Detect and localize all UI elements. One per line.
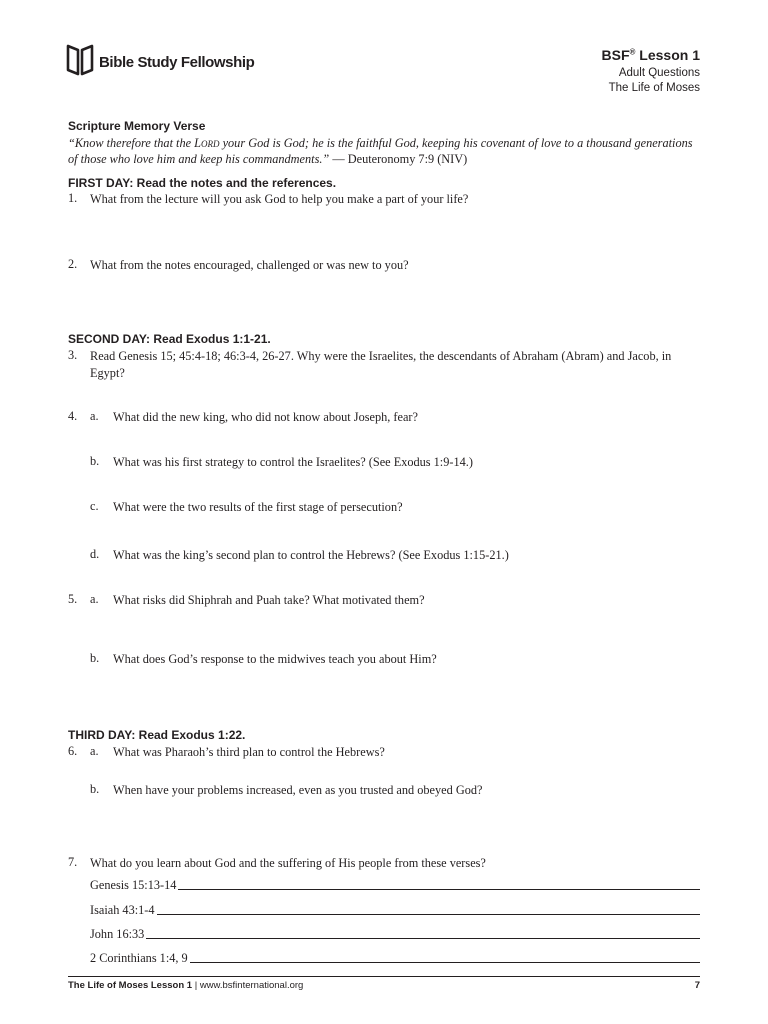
question-number: 6.: [68, 744, 78, 758]
page-footer: [68, 980, 303, 991]
question-letter: b.: [90, 454, 100, 468]
question-letter: d.: [90, 547, 100, 561]
footer-title: The Life of Moses Lesson 1: [68, 980, 193, 991]
study-title: The Life of Moses: [608, 82, 700, 94]
question-number: 7.: [68, 855, 78, 869]
answer-rule: [178, 888, 700, 890]
question-letter: c.: [90, 499, 99, 513]
question-letter: a.: [90, 592, 99, 606]
answer-line-corinthians[interactable]: [90, 951, 700, 966]
lesson-title: BSF® Lesson 1: [601, 47, 700, 63]
question-letter: b.: [90, 651, 100, 665]
question-letter: a.: [90, 744, 99, 758]
third-day-heading: THIRD DAY: Read Exodus 1:22.: [68, 728, 246, 742]
question-number: 3.: [68, 348, 78, 362]
answer-line-john[interactable]: [90, 927, 700, 942]
question-number: 4.: [68, 409, 78, 423]
logo-text: Bible Study Fellowship: [99, 53, 255, 71]
answer-line-isaiah[interactable]: [90, 903, 700, 918]
bsf-logo: [66, 44, 254, 76]
memory-verse-text: “Know therefore that the Lord your God is God; he is the faithful God, keeping his covenant of love to a thousand generations of those who love him and keep his commandments.” — Deuteronomy 7:9 (NIV): [68, 136, 693, 166]
question-number: 1.: [68, 191, 78, 205]
question-6b: When have your problems increased, even as you trusted and obeyed God?: [113, 783, 483, 797]
verse-reference: 2 Corinthians 1:4, 9: [90, 951, 188, 965]
question-7: What do you learn about God and the suffering of His people from these verses?: [90, 856, 486, 870]
question-5a: What risks did Shiphrah and Puah take? What motivated them?: [113, 593, 425, 607]
first-day-heading: FIRST DAY: Read the notes and the references.: [68, 176, 337, 190]
second-day-heading: SECOND DAY: Read Exodus 1:1-21.: [68, 332, 271, 346]
verse-reference: Isaiah 43:1-4: [90, 903, 155, 917]
answer-rule: [157, 913, 700, 915]
lesson-header: [602, 47, 701, 94]
question-number: 2.: [68, 257, 78, 271]
verse-reference: Genesis 15:13-14: [90, 878, 177, 892]
question-letter: a.: [90, 409, 99, 423]
question-number: 5.: [68, 592, 78, 606]
question-4c: What were the two results of the first stage of persecution?: [113, 500, 403, 514]
open-book-logo-icon: [66, 44, 94, 76]
question-2: What from the notes encouraged, challenged or was new to you?: [90, 258, 409, 272]
footer-divider: [68, 976, 700, 977]
question-4b: What was his first strategy to control the Israelites? (See Exodus 1:9-14.): [113, 455, 473, 469]
footer-url[interactable]: www.bsfinternational.org: [199, 980, 304, 991]
question-letter: b.: [90, 782, 100, 796]
question-4d: What was the king’s second plan to control the Hebrews? (See Exodus 1:15-21.): [113, 548, 509, 562]
memory-verse-heading: Scripture Memory Verse: [68, 119, 206, 133]
answer-rule: [146, 937, 700, 939]
answer-rule: [190, 961, 700, 963]
footer-separator: |: [192, 980, 200, 991]
question-1: What from the lecture will you ask God to help you make a part of your life?: [90, 192, 469, 206]
page-number: 7: [694, 980, 700, 991]
question-3: Read Genesis 15; 45:4-18; 46:3-4, 26-27. Why were the Israelites, the descendants of Abraham (Abram) and Jacob, in Egypt?: [90, 349, 672, 380]
question-4a: What did the new king, who did not know about Joseph, fear?: [113, 410, 418, 424]
question-5b: What does God’s response to the midwives teach you about Him?: [113, 652, 437, 666]
question-6a: What was Pharaoh’s third plan to control the Hebrews?: [113, 745, 385, 759]
answer-line-genesis[interactable]: [90, 878, 700, 893]
verse-reference: John 16:33: [90, 927, 145, 941]
audience-label: Adult Questions: [618, 67, 700, 79]
